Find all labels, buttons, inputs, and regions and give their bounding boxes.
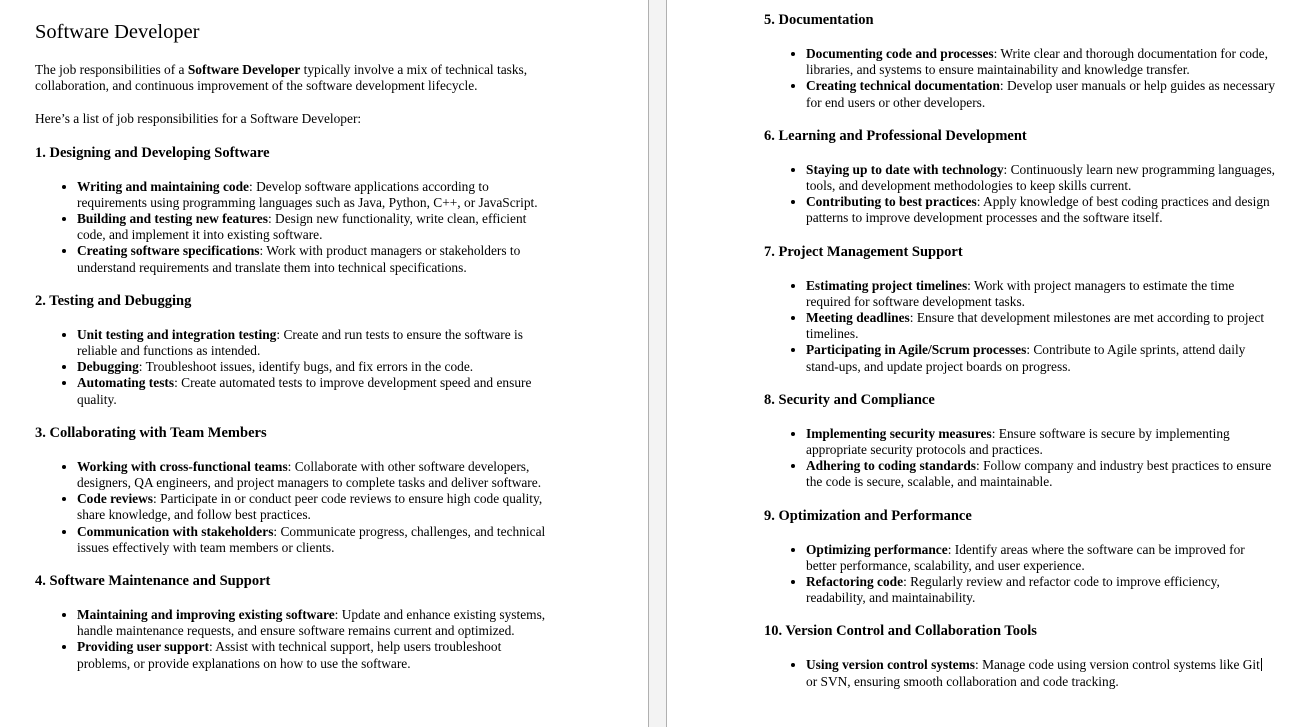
section-heading: 7. Project Management Support <box>764 243 963 260</box>
bullet-term: Working with cross-functional teams <box>77 458 288 474</box>
bullet-item <box>806 278 1276 310</box>
bullet-item <box>77 211 548 243</box>
bullet-term: Creating software specifications <box>77 243 260 259</box>
bullet-description: : Regularly review and refactor code to improve efficiency, readability, and maintainability. <box>806 574 1220 606</box>
bullet-description: : Communicate progress, challenges, and technical issues effectively with team members or clients. <box>77 523 546 555</box>
intro-paragraph <box>35 62 548 94</box>
bullet-term: Communication with stakeholders <box>77 523 274 539</box>
bullet-term: Adhering to coding standards <box>806 458 977 474</box>
bullet-term: Debugging <box>77 359 139 375</box>
bullet-item <box>806 194 1276 226</box>
bullet-description: : Write clear and thorough documentation for code, libraries, and systems to ensure maintainability and knowledge transfer. <box>806 46 1268 78</box>
bullet-term: Participating in Agile/Scrum processes <box>806 342 1027 358</box>
bullet-term: Estimating project timelines <box>806 277 968 293</box>
intro-text-post: typically involve a mix of technical tasks, collaboration, and continuous improvement of the software development lifecycle. <box>35 62 528 94</box>
bullet-term: Maintaining and improving existing software <box>77 607 335 623</box>
section-bullet-list <box>764 657 1276 689</box>
bullet-description: : Update and enhance existing systems, handle maintenance requests, and ensure software remains current and optimized. <box>77 607 546 639</box>
section-heading: 3. Collaborating with Team Members <box>35 424 267 441</box>
bullet-description: : Collaborate with other software developers, designers, QA engineers, and project managers to complete tasks and deliver software. <box>77 458 542 491</box>
bullet-term: Optimizing performance <box>806 541 948 557</box>
section-bullet-list <box>764 46 1276 111</box>
sections-container-page-2 <box>764 12 1276 690</box>
document-title: Software Developer <box>35 21 200 43</box>
section-heading: 5. Documentation <box>764 12 874 28</box>
bullet-description: : Design new functionality, write clean, efficient code, and implement it into existing software. <box>77 211 527 243</box>
bullet-item <box>77 607 548 639</box>
bullet-description: : Continuously learn new programming languages, tools, and development methodologies to keep skills current. <box>806 161 1276 194</box>
bullet-description: : Work with product managers or stakeholders to understand requirements and translate them into technical specifications. <box>77 243 521 275</box>
bullet-item <box>806 426 1276 458</box>
bullet-item <box>806 310 1276 342</box>
intro-text-pre: The job responsibilities of a <box>35 62 188 77</box>
bullet-item <box>806 458 1276 490</box>
bullet-description: : Develop software applications according to requirements using programming languages such as Java, Python, C++, or JavaScript. <box>77 178 538 210</box>
bullet-description: or SVN, ensuring smooth collaboration and code tracking. <box>806 673 1119 689</box>
document-page-1[interactable] <box>0 0 649 727</box>
bullet-term: Refactoring code <box>806 574 904 590</box>
bullet-term: Using version control systems <box>806 657 975 673</box>
bullet-description: : Identify areas where the software can be improved for better performance, scalability, and user experience. <box>806 541 1245 573</box>
section-heading: 9. Optimization and Performance <box>764 507 972 524</box>
bullet-term: Providing user support <box>77 639 209 655</box>
bullet-item <box>806 162 1276 194</box>
section-heading: 6. Learning and Professional Development <box>764 127 1027 144</box>
bullet-term: Implementing security measures <box>806 425 992 441</box>
bullet-item <box>77 375 548 407</box>
section-heading: 10. Version Control and Collaboration Tools <box>764 623 1037 640</box>
section-bullet-list <box>764 162 1276 227</box>
bullet-term: Creating technical documentation <box>806 78 1000 94</box>
bullet-item <box>806 657 1276 689</box>
section-bullet-list <box>764 542 1276 607</box>
document-page-2[interactable] <box>666 0 1303 727</box>
bullet-item <box>806 46 1276 78</box>
bullet-term: Unit testing and integration testing <box>77 326 277 342</box>
section-bullet-list <box>35 327 548 408</box>
section-bullet-list <box>35 179 548 276</box>
text-cursor <box>1261 658 1262 671</box>
bullet-term: Code reviews <box>77 491 153 507</box>
section-bullet-list <box>35 607 548 672</box>
bullet-description: : Ensure that development milestones are met according to project timelines. <box>806 310 1265 342</box>
bullet-item <box>77 179 548 211</box>
bullet-term: Writing and maintaining code <box>77 178 249 194</box>
bullet-item <box>806 574 1276 606</box>
bullet-item <box>806 542 1276 574</box>
bullet-term: Building and testing new features <box>77 211 268 227</box>
bullet-description: : Assist with technical support, help users troubleshoot problems, or provide explanations on how to use the software. <box>77 639 502 671</box>
bullet-description: : Work with project managers to estimate the time required for software development tasks. <box>806 277 1235 309</box>
bullet-item <box>77 243 548 275</box>
bullet-description: : Apply knowledge of best coding practices and design patterns to improve development processes and the software itself. <box>806 194 1270 226</box>
bullet-term: Meeting deadlines <box>806 310 910 326</box>
bullet-description: : Follow company and industry best practices to ensure the code is secure, scalable, and maintainable. <box>806 458 1272 490</box>
section-heading: 8. Security and Compliance <box>764 391 935 408</box>
section-heading: 4. Software Maintenance and Support <box>35 573 271 590</box>
bullet-term: Staying up to date with technology <box>806 161 1004 177</box>
bullet-term: Contributing to best practices <box>806 194 977 210</box>
bullet-item <box>77 327 548 359</box>
bullet-item <box>77 459 548 491</box>
bullet-description: : Contribute to Agile sprints, attend daily stand-ups, and update project boards on progress. <box>806 342 1246 374</box>
page-2-content <box>667 0 1303 690</box>
bullet-item <box>806 342 1276 374</box>
bullet-description: : Manage code using version control systems like Git <box>975 657 1260 673</box>
list-lead-paragraph: Here’s a list of job responsibilities for a Software Developer: <box>35 111 362 127</box>
sections-container-page-1 <box>35 145 548 672</box>
section-bullet-list <box>764 278 1276 375</box>
bullet-description: : Create and run tests to ensure the software is reliable and functions as intended. <box>77 326 523 359</box>
bullet-description: : Create automated tests to improve development speed and ensure quality. <box>77 375 532 407</box>
bullet-item <box>77 491 548 523</box>
bullet-term: Automating tests <box>77 375 175 391</box>
bullet-description: : Develop user manuals or help guides as necessary for end users or other developers. <box>806 78 1276 110</box>
bullet-item <box>806 78 1276 110</box>
bullet-item <box>77 639 548 671</box>
section-bullet-list <box>35 459 548 556</box>
bullet-description: : Ensure software is secure by implementing appropriate security protocols and practices. <box>806 425 1230 458</box>
intro-text-bold: Software Developer <box>187 62 301 77</box>
page-1-content <box>0 0 648 672</box>
bullet-description: : Troubleshoot issues, identify bugs, and fix errors in the code. <box>138 359 474 375</box>
bullet-item <box>77 359 548 375</box>
section-heading: 2. Testing and Debugging <box>35 292 192 309</box>
bullet-term: Documenting code and processes <box>806 46 994 61</box>
bullet-item <box>77 524 548 556</box>
bullet-description: : Participate in or conduct peer code reviews to ensure high code quality, share knowledge, and follow best practices. <box>77 491 543 523</box>
section-bullet-list <box>764 426 1276 491</box>
section-heading: 1. Designing and Developing Software <box>35 144 270 161</box>
